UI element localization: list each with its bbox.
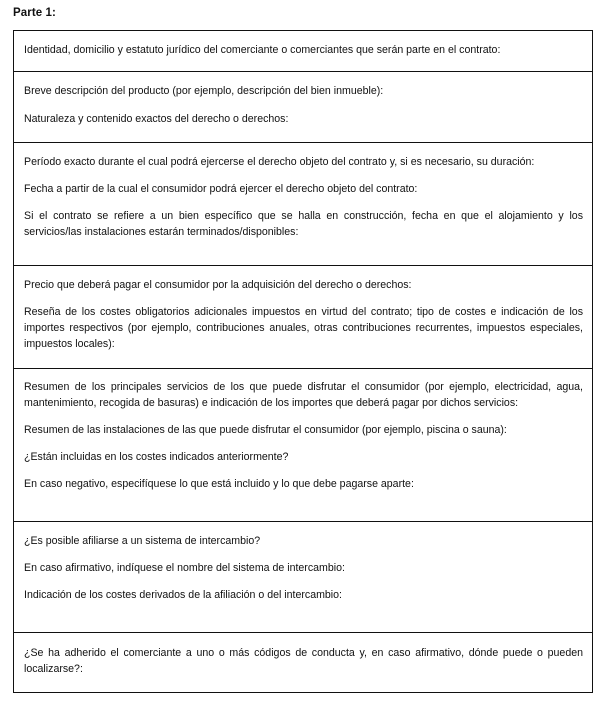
section-exchange-system <box>14 521 592 632</box>
field-label-excluded-items: En caso negativo, especifíquese lo que está incluido y lo que debe pagarse aparte: <box>24 478 414 490</box>
field-label-codes-of-conduct: ¿Se ha adherido el comerciante a uno o más códigos de conducta y, en caso afirmativo, dónde puede o pueden localizarse?: <box>24 647 583 675</box>
field-label-main-services: Resumen de los principales servicios de los que puede disfrutar el consumidor (por ejemplo, electricidad, agua, mantenimiento, recogida de basuras) e indicación de los importes que deberá pagar por dichos servicios: <box>24 381 583 409</box>
field-label-exercise-period: Período exacto durante el cual podrá ejercerse el derecho objeto del contrato y, si es necesario, su duración: <box>24 156 535 168</box>
field-label-start-date: Fecha a partir de la cual el consumidor podrá ejercer el derecho objeto del contrato: <box>24 183 418 195</box>
section-services-and-facilities <box>14 368 592 521</box>
field-label-product-description: Breve descripción del producto (por ejemplo, descripción del bien inmueble): <box>24 85 384 97</box>
information-form-table <box>13 30 593 693</box>
field-label-facilities: Resumen de las instalaciones de las que puede disfrutar el consumidor (por ejemplo, piscina o sauna): <box>24 424 507 436</box>
field-label-additional-costs: Reseña de los costes obligatorios adicionales impuestos en virtud del contrato; tipo de costes e indicación de los importes respectivos (por ejemplo, contribuciones anuales, otras contribuciones recurrentes, impuestos especiales, impuestos locales): <box>24 306 583 350</box>
field-label-trader-identity: Identidad, domicilio y estatuto jurídico del comerciante o comerciantes que serán parte en el contrato: <box>24 44 501 56</box>
field-label-acquisition-price: Precio que deberá pagar el consumidor por la adquisición del derecho o derechos: <box>24 279 412 291</box>
field-label-costs-included: ¿Están incluidas en los costes indicados anteriormente? <box>24 451 289 463</box>
field-label-right-nature: Naturaleza y contenido exactos del derecho o derechos: <box>24 113 289 125</box>
section-period-and-dates <box>14 142 592 265</box>
section-price-and-costs <box>14 265 592 368</box>
section-trader-identity <box>14 31 592 71</box>
field-label-exchange-name: En caso afirmativo, indíquese el nombre del sistema de intercambio: <box>24 562 345 574</box>
field-label-exchange-costs: Indicación de los costes derivados de la afiliación o del intercambio: <box>24 589 342 601</box>
field-label-exchange-possible: ¿Es posible afiliarse a un sistema de intercambio? <box>24 535 261 547</box>
page-heading: Parte 1: <box>13 7 56 19</box>
field-label-construction-completion: Si el contrato se refiere a un bien específico que se halla en construcción, fecha en que el alojamiento y los servicios/las instalaciones estarán terminados/disponibles: <box>24 210 583 238</box>
section-product-description <box>14 71 592 142</box>
section-codes-of-conduct <box>14 632 592 692</box>
